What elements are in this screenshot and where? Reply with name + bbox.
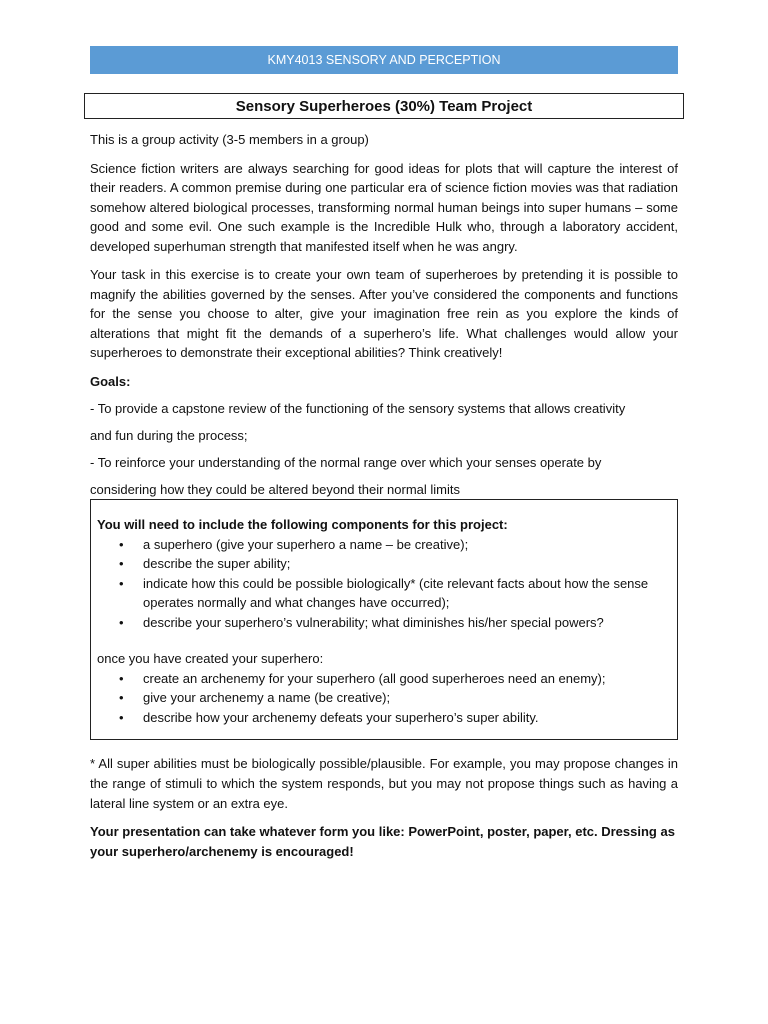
- list-item-text: a superhero (give your superhero a name – be creative);: [143, 536, 469, 552]
- list-item-text: create an archenemy for your superhero (all good superheroes need an enemy);: [143, 670, 606, 686]
- list-item: [97, 669, 671, 689]
- archenemy-list: [97, 669, 671, 728]
- main-content: [90, 130, 678, 508]
- bullet-icon: •: [119, 575, 124, 591]
- list-item-text: describe how your archenemy defeats your superhero’s super ability.: [143, 709, 539, 725]
- list-item: [97, 688, 671, 708]
- goal-line: considering how they could be altered beyond their normal limits: [90, 482, 460, 497]
- goal-line: - To reinforce your understanding of the normal range over which your senses operate by: [90, 455, 602, 470]
- list-item-text: indicate how this could be possible biologically* (cite relevant facts about how the sense operates normally and what changes have occurred);: [143, 575, 649, 610]
- project-title-box: [84, 93, 684, 119]
- closing-note: Your presentation can take whatever form you like: PowerPoint, poster, paper, etc. Dressing as your superhero/archenemy is encouraged!: [90, 824, 675, 859]
- components-box: [90, 499, 678, 740]
- bullet-icon: •: [119, 556, 124, 571]
- footnote: * All super abilities must be biologically possible/plausible. For example, you may propose changes in the range of stimuli to which the system responds, but you may not propose things such as having a lateral line system or an extra eye.: [90, 756, 678, 811]
- paragraph-task: Your task in this exercise is to create your own team of superheroes by pretending it is possible to magnify the abilities governed by the senses. After you’ve considered the components and functions for the sense you choose to alter, give your imagination free rein as you explore the kinds of alterations that might fit the demands of a superhero’s life. What challenges would allow your superheroes to demonstrate their exceptional abilities? Think creatively!: [90, 267, 678, 360]
- bullet-icon: •: [119, 536, 124, 552]
- bullet-icon: •: [119, 709, 124, 725]
- list-item: [97, 554, 671, 574]
- goals-heading: Goals:: [90, 373, 131, 389]
- components-list: [97, 535, 671, 633]
- goal-line: and fun during the process;: [90, 428, 248, 443]
- once-created-label: once you have created your superhero:: [97, 651, 324, 666]
- list-item: [97, 535, 671, 555]
- intro-text: This is a group activity (3-5 members in a group): [90, 132, 369, 147]
- course-title: KMY4013 SENSORY AND PERCEPTION: [267, 53, 501, 67]
- list-item: [97, 708, 671, 728]
- list-item-text: give your archenemy a name (be creative);: [143, 690, 391, 705]
- components-heading: You will need to include the following components for this project:: [97, 517, 508, 532]
- list-item: [97, 613, 671, 633]
- course-header-bar: [90, 46, 678, 74]
- bullet-icon: •: [119, 670, 124, 686]
- paragraph-science-fiction: Science fiction writers are always searching for good ideas for plots that will capture the interest of their readers. A common premise during one particular era of science fiction movies was that radiation somehow altered biological processes, transforming normal human beings into super humans – some good and some evil. One such example is the Incredible Hulk who, through a laboratory accident, developed superhuman strength that manifested itself when he was angry.: [90, 160, 678, 254]
- bullet-icon: •: [119, 614, 124, 630]
- project-title: Sensory Superheroes (30%) Team Project: [235, 97, 533, 115]
- list-item-text: describe the super ability;: [143, 556, 291, 571]
- list-item: [97, 574, 671, 613]
- bullet-icon: •: [119, 690, 124, 705]
- list-item-text: describe your superhero’s vulnerability; what diminishes his/her special powers?: [143, 614, 604, 630]
- goal-line: - To provide a capstone review of the functioning of the sensory systems that allows creativity: [90, 401, 626, 416]
